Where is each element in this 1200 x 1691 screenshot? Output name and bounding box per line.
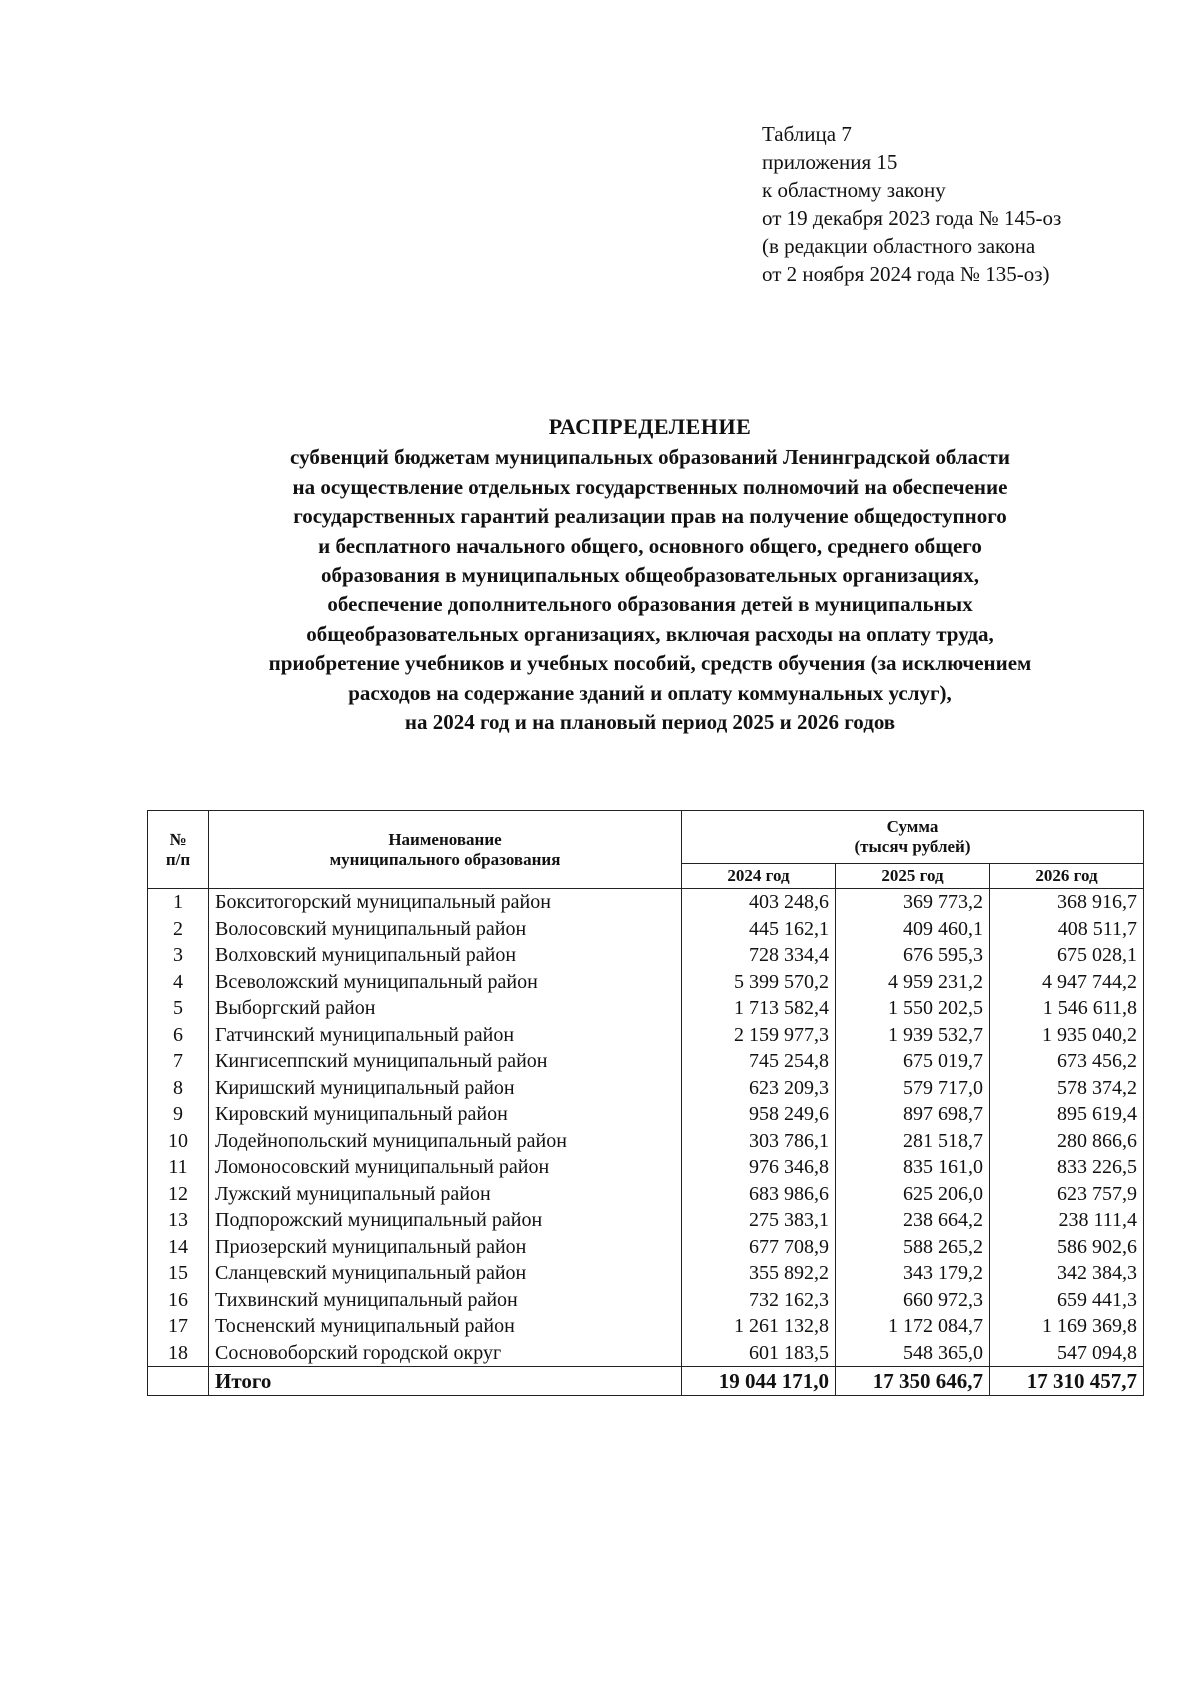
row-name: Лодейнопольский муниципальный район [209, 1128, 682, 1155]
title-line: государственных гарантий реализации прав на получение общедоступного [293, 504, 1007, 529]
table-row [148, 1181, 1144, 1208]
row-2025: 548 365,0 [836, 1340, 990, 1367]
table-row [148, 1154, 1144, 1181]
table-row [148, 1101, 1144, 1128]
header-year-2026: 2026 год [990, 864, 1144, 889]
row-2026: 673 456,2 [990, 1048, 1144, 1075]
row-num: 16 [148, 1287, 209, 1314]
row-2025: 660 972,3 [836, 1287, 990, 1314]
row-2025: 238 664,2 [836, 1207, 990, 1234]
row-num: 8 [148, 1075, 209, 1102]
header-law-date: от 19 декабря 2023 года № 145-оз [762, 206, 1062, 230]
header-edition-date: от 2 ноября 2024 года № 135-оз) [762, 262, 1050, 286]
row-2026: 623 757,9 [990, 1181, 1144, 1208]
row-2026: 895 619,4 [990, 1101, 1144, 1128]
row-name: Волховский муниципальный район [209, 942, 682, 969]
row-2025: 675 019,7 [836, 1048, 990, 1075]
row-name: Бокситогорский муниципальный район [209, 889, 682, 916]
row-2024: 445 162,1 [682, 916, 836, 943]
row-num: 15 [148, 1260, 209, 1287]
row-name: Тихвинский муниципальный район [209, 1287, 682, 1314]
row-2024: 677 708,9 [682, 1234, 836, 1261]
row-name: Кировский муниципальный район [209, 1101, 682, 1128]
header-sum-line2: (тысяч рублей) [854, 837, 971, 856]
row-num: 2 [148, 916, 209, 943]
header-year-2025: 2025 год [836, 864, 990, 889]
total-2025: 17 350 646,7 [836, 1367, 990, 1396]
row-2026: 578 374,2 [990, 1075, 1144, 1102]
header-name-line2: муниципального образования [329, 849, 561, 869]
table-row [148, 942, 1144, 969]
table-row [148, 1048, 1144, 1075]
total-2024: 19 044 171,0 [682, 1367, 836, 1396]
row-num: 13 [148, 1207, 209, 1234]
row-name: Лужский муниципальный район [209, 1181, 682, 1208]
row-2024: 623 209,3 [682, 1075, 836, 1102]
row-2026: 408 511,7 [990, 916, 1144, 943]
row-name: Всеволожский муниципальный район [209, 969, 682, 996]
row-name: Гатчинский муниципальный район [209, 1022, 682, 1049]
table-row [148, 1075, 1144, 1102]
row-num: 14 [148, 1234, 209, 1261]
row-2024: 745 254,8 [682, 1048, 836, 1075]
table-row [148, 889, 1144, 916]
document-header [762, 120, 1061, 288]
row-name: Выборгский район [209, 995, 682, 1022]
table-row [148, 995, 1144, 1022]
row-name: Сланцевский муниципальный район [209, 1260, 682, 1287]
row-2024: 1 261 132,8 [682, 1313, 836, 1340]
title-line: приобретение учебников и учебных пособий, средств обучения (за исключением [268, 651, 1032, 676]
row-2026: 547 094,8 [990, 1340, 1144, 1367]
header-law-label: к областному закону [762, 178, 946, 202]
row-2025: 588 265,2 [836, 1234, 990, 1261]
row-2024: 728 334,4 [682, 942, 836, 969]
header-name [209, 811, 682, 889]
row-2025: 897 698,7 [836, 1101, 990, 1128]
row-name: Волосовский муниципальный район [209, 916, 682, 943]
title-line: образования в муниципальных общеобразовательных организациях, [320, 563, 980, 588]
row-2024: 976 346,8 [682, 1154, 836, 1181]
row-2025: 281 518,7 [836, 1128, 990, 1155]
header-sum [682, 811, 1144, 864]
row-2025: 409 460,1 [836, 916, 990, 943]
total-num-cell [148, 1367, 209, 1396]
row-2025: 625 206,0 [836, 1181, 990, 1208]
header-year-2024: 2024 год [682, 864, 836, 889]
row-2024: 355 892,2 [682, 1260, 836, 1287]
row-2024: 732 162,3 [682, 1287, 836, 1314]
row-2025: 369 773,2 [836, 889, 990, 916]
title-line: субвенций бюджетам муниципальных образований Ленинградской области [290, 445, 1010, 470]
total-label: Итого [209, 1367, 682, 1396]
row-2026: 1 546 611,8 [990, 995, 1144, 1022]
total-2026: 17 310 457,7 [990, 1367, 1144, 1396]
row-name: Киришский муниципальный район [209, 1075, 682, 1102]
row-2026: 238 111,4 [990, 1207, 1144, 1234]
row-2025: 1 939 532,7 [836, 1022, 990, 1049]
row-num: 17 [148, 1313, 209, 1340]
row-2025: 579 717,0 [836, 1075, 990, 1102]
row-2026: 368 916,7 [990, 889, 1144, 916]
title-line: на 2024 год и на плановый период 2025 и 2026 годов [404, 710, 896, 735]
row-2025: 1 172 084,7 [836, 1313, 990, 1340]
row-2024: 5 399 570,2 [682, 969, 836, 996]
row-2026: 675 028,1 [990, 942, 1144, 969]
row-2026: 659 441,3 [990, 1287, 1144, 1314]
header-num-line2: п/п [165, 849, 191, 869]
row-num: 12 [148, 1181, 209, 1208]
header-sum-line1: Сумма [886, 817, 939, 836]
row-num: 6 [148, 1022, 209, 1049]
table-row [148, 1207, 1144, 1234]
header-num [148, 811, 209, 889]
row-num: 7 [148, 1048, 209, 1075]
table-row [148, 1340, 1144, 1367]
row-num: 9 [148, 1101, 209, 1128]
title-line: общеобразовательных организациях, включая расходы на оплату труда, [306, 621, 994, 646]
row-2025: 1 550 202,5 [836, 995, 990, 1022]
header-appendix-label: приложения 15 [762, 150, 898, 174]
row-2024: 275 383,1 [682, 1207, 836, 1234]
row-2024: 958 249,6 [682, 1101, 836, 1128]
row-num: 18 [148, 1340, 209, 1367]
row-name: Тосненский муниципальный район [209, 1313, 682, 1340]
row-2026: 1 935 040,2 [990, 1022, 1144, 1049]
header-name-line1: Наименование [388, 829, 502, 849]
row-2024: 403 248,6 [682, 889, 836, 916]
table-row [148, 1128, 1144, 1155]
table-row [148, 1313, 1144, 1340]
header-table-label: Таблица 7 [762, 122, 852, 146]
row-num: 11 [148, 1154, 209, 1181]
table-header-row [148, 811, 1144, 864]
row-2026: 342 384,3 [990, 1260, 1144, 1287]
row-2026: 280 866,6 [990, 1128, 1144, 1155]
row-num: 3 [148, 942, 209, 969]
title-line: и бесплатного начального общего, основного общего, среднего общего [318, 533, 982, 558]
row-name: Сосновоборский городской округ [209, 1340, 682, 1367]
row-num: 5 [148, 995, 209, 1022]
row-name: Подпорожский муниципальный район [209, 1207, 682, 1234]
row-2024: 1 713 582,4 [682, 995, 836, 1022]
row-2026: 586 902,6 [990, 1234, 1144, 1261]
row-2025: 835 161,0 [836, 1154, 990, 1181]
row-2025: 343 179,2 [836, 1260, 990, 1287]
table-row [148, 1022, 1144, 1049]
row-2025: 676 595,3 [836, 942, 990, 969]
title-line: обеспечение дополнительного образования детей в муниципальных [327, 592, 973, 617]
title-line: расходов на содержание зданий и оплату коммунальных услуг), [348, 680, 952, 705]
row-2026: 1 169 369,8 [990, 1313, 1144, 1340]
document-title [60, 412, 1200, 737]
table-row [148, 916, 1144, 943]
row-name: Кингисеппский муниципальный район [209, 1048, 682, 1075]
row-2025: 4 959 231,2 [836, 969, 990, 996]
row-2026: 4 947 744,2 [990, 969, 1144, 996]
row-num: 1 [148, 889, 209, 916]
title-heading: РАСПРЕДЕЛЕНИЕ [548, 414, 752, 439]
table-row [148, 969, 1144, 996]
row-num: 10 [148, 1128, 209, 1155]
row-2026: 833 226,5 [990, 1154, 1144, 1181]
header-edition-label: (в редакции областного закона [762, 234, 1036, 258]
row-2024: 2 159 977,3 [682, 1022, 836, 1049]
header-num-line1: № [169, 829, 187, 849]
table-row [148, 1287, 1144, 1314]
row-2024: 303 786,1 [682, 1128, 836, 1155]
row-name: Ломоносовский муниципальный район [209, 1154, 682, 1181]
table-row [148, 1234, 1144, 1261]
table-row [148, 1260, 1144, 1287]
table-body [148, 889, 1144, 1367]
distribution-table [147, 810, 1144, 1396]
row-name: Приозерский муниципальный район [209, 1234, 682, 1261]
row-2024: 601 183,5 [682, 1340, 836, 1367]
table-total-row [148, 1367, 1144, 1396]
row-num: 4 [148, 969, 209, 996]
title-line: на осуществление отдельных государственных полномочий на обеспечение [292, 474, 1008, 499]
row-2024: 683 986,6 [682, 1181, 836, 1208]
